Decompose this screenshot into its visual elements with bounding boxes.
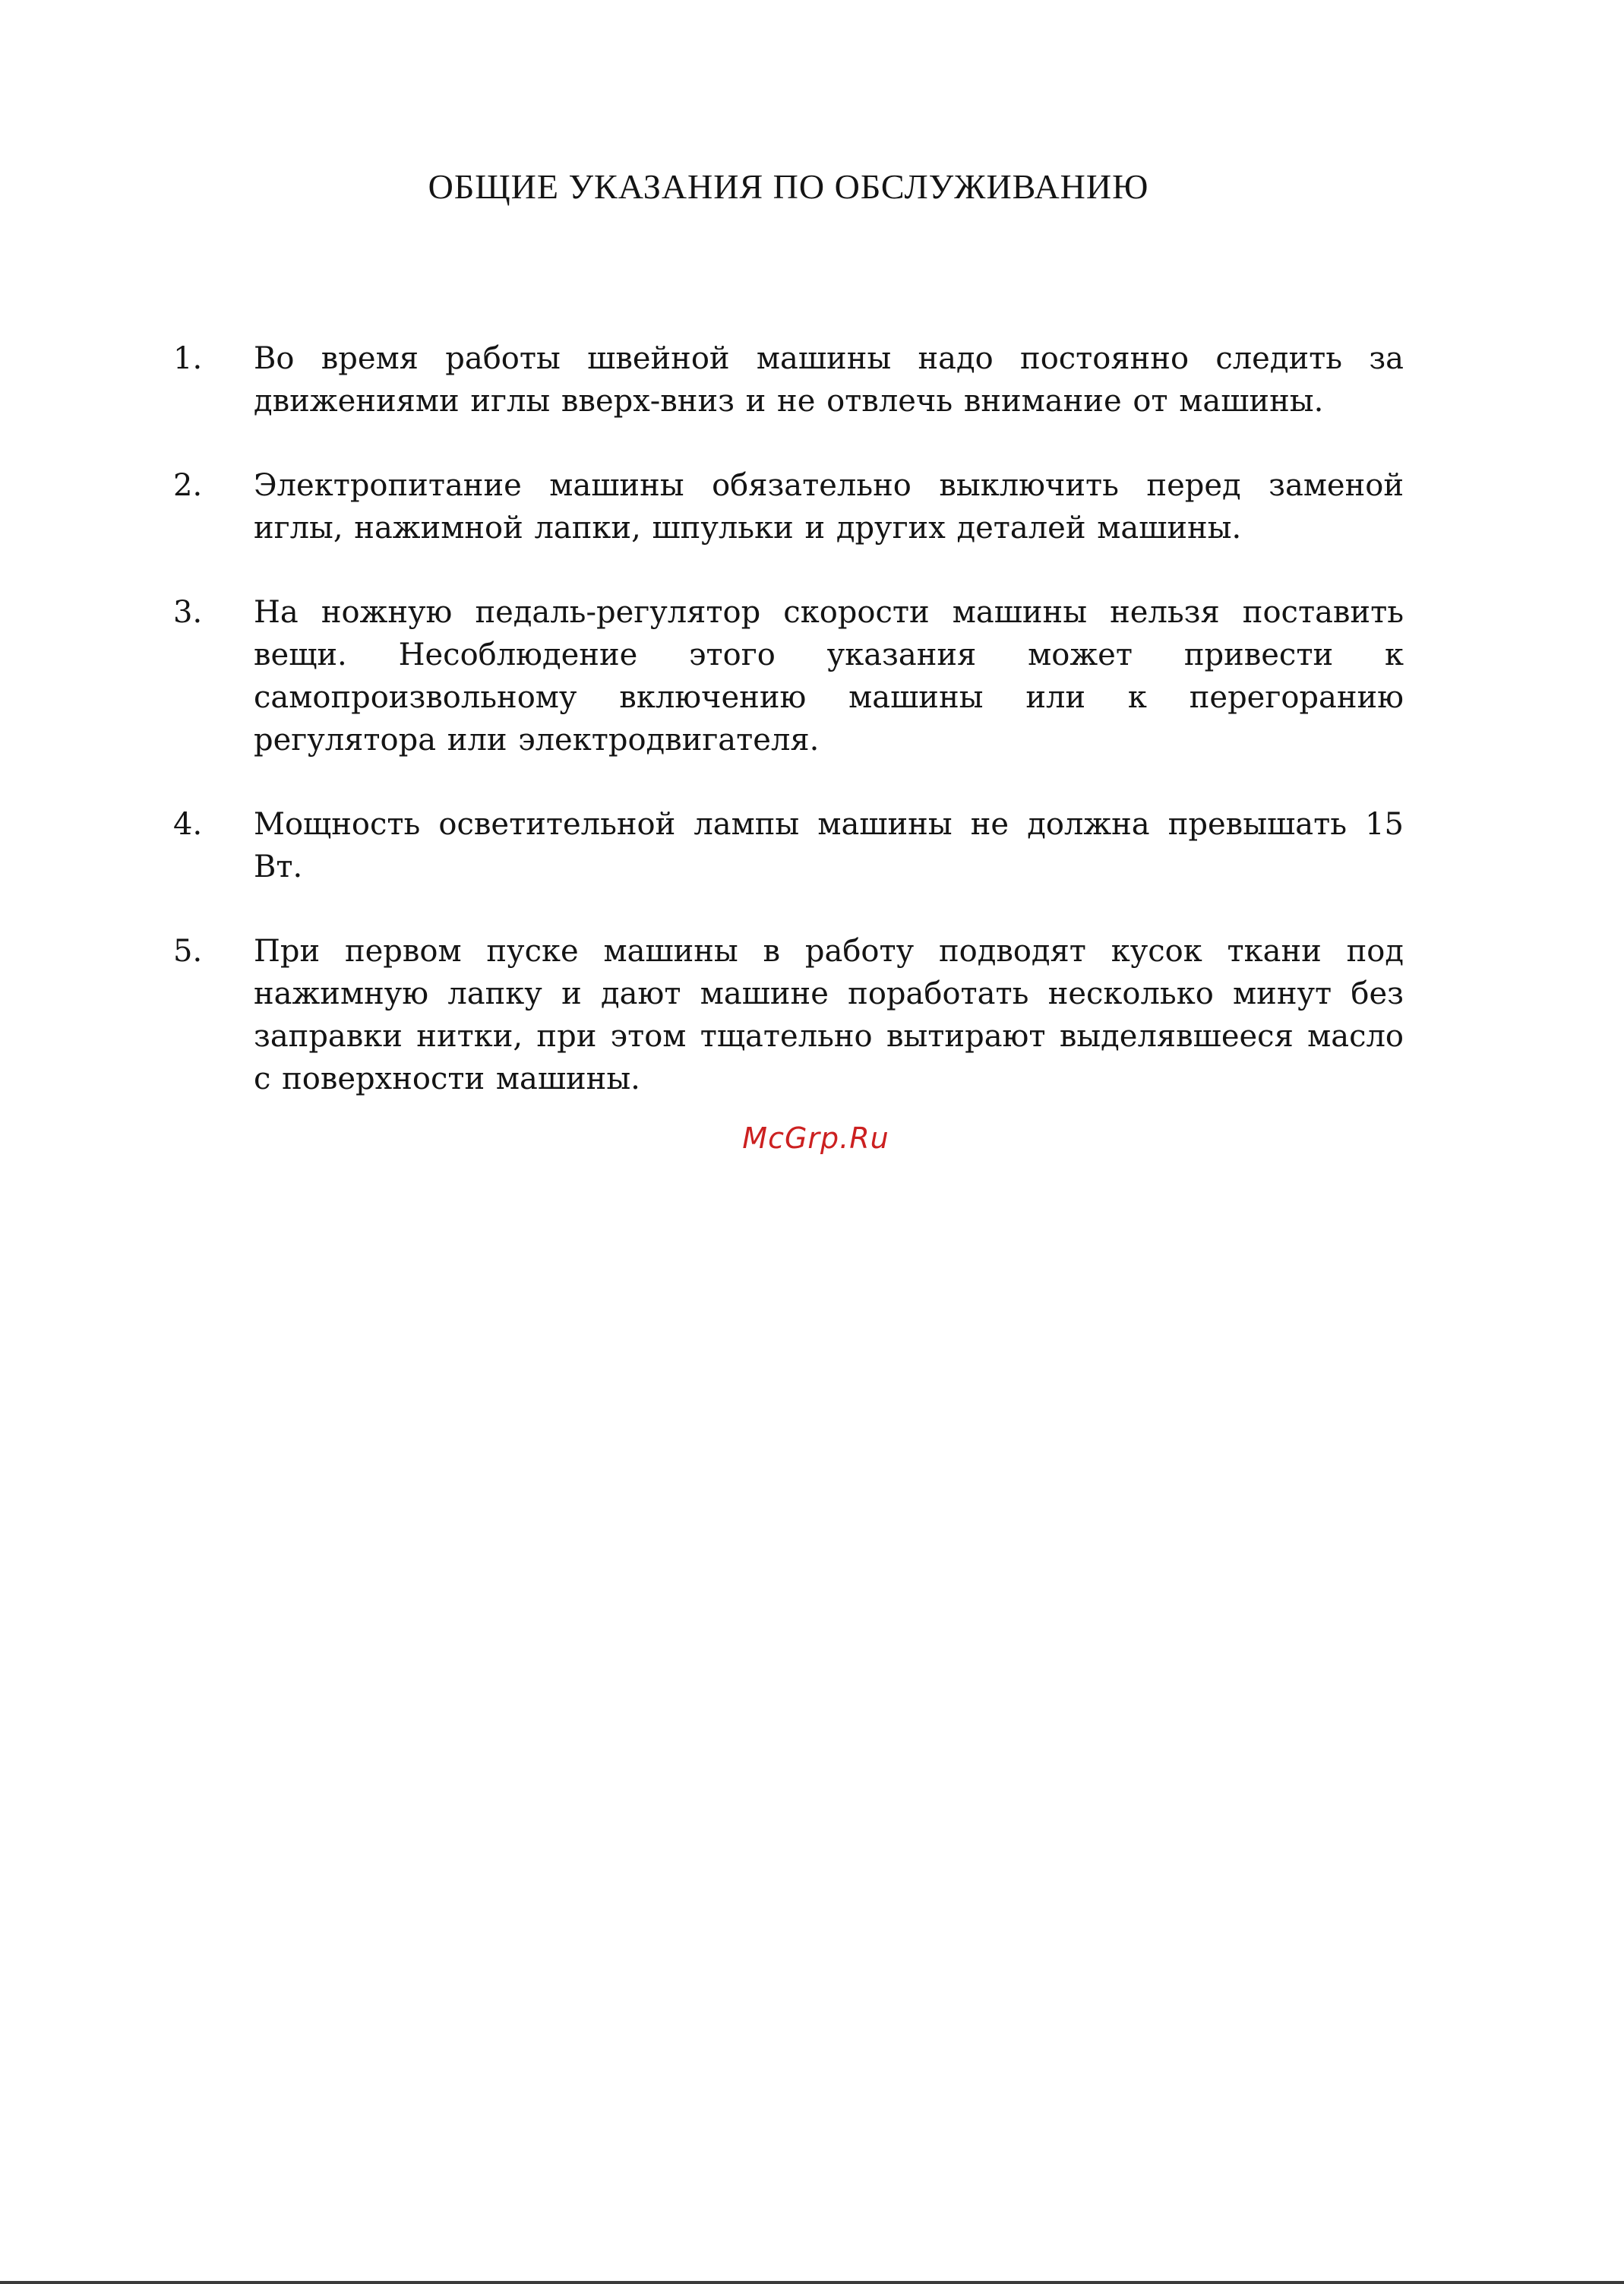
item-text: На ножную педаль-регулятор скорости машины нельзя поставить вещи. Несоблюдение этого указания может привести к самопроизвольному включению машины или к перегоранию регулятора или электродвигателя. <box>254 595 1404 758</box>
watermark-link[interactable]: McGrp.Ru <box>742 1121 889 1155</box>
page-title: ОБЩИЕ УКАЗАНИЯ ПО ОБСЛУЖИВАНИЮ <box>428 167 1149 206</box>
item-text: Мощность осветительной лампы машины не должна превышать 15 Вт. <box>254 807 1404 884</box>
item-number: 1. <box>173 341 203 376</box>
item-text: Во время работы швейной машины надо постоянно следить за движениями иглы вверх-вниз и не отвлечь внимание от машины. <box>254 341 1404 419</box>
page-bottom-divider <box>0 2281 1624 2284</box>
item-text: При первом пуске машины в работу подводят кусок ткани под нажимную лапку и дают машине поработать несколько минут без заправки нитки, при этом тщательно вытирают выделявшееся масло с поверхности машины. <box>254 934 1404 1096</box>
list-item <box>173 930 1404 1100</box>
list-item <box>173 464 1404 549</box>
list-item <box>173 337 1404 422</box>
item-number: 4. <box>173 807 203 842</box>
list-item <box>173 803 1404 888</box>
item-text: Электропитание машины обязательно выключить перед заменой иглы, нажимной лапки, шпульки и других деталей машины. <box>254 468 1404 546</box>
item-number: 2. <box>173 468 203 503</box>
item-number: 3. <box>173 595 203 630</box>
list-item <box>173 591 1404 761</box>
instruction-list <box>173 337 1404 1142</box>
item-number: 5. <box>173 934 203 969</box>
